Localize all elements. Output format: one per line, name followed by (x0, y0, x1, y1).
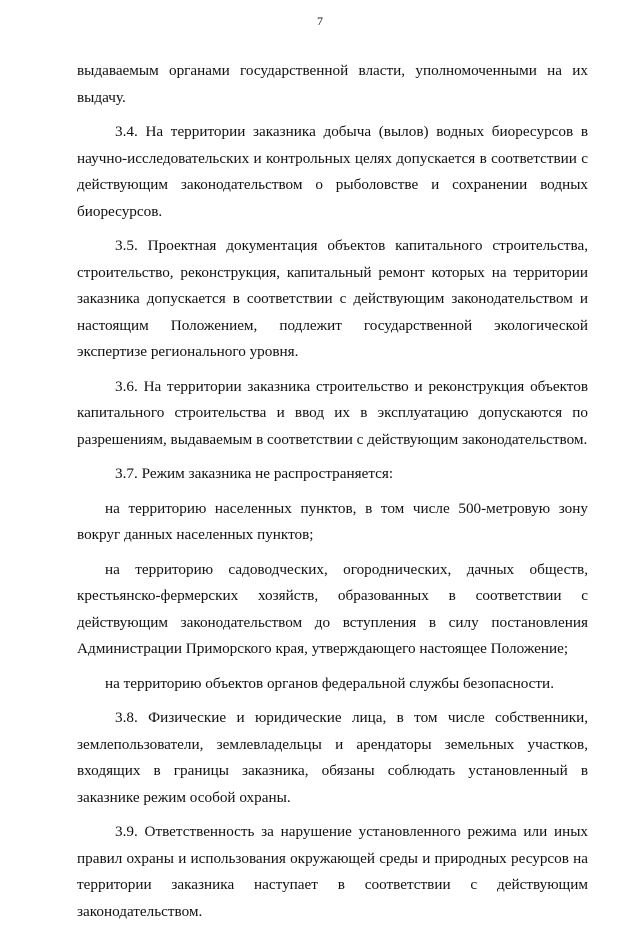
paragraph-3-7-item-2: на территорию садоводческих, огороднических, дачных обществ, крестьянско-фермерских хозяйств, образованных в соответствии с действующим законодательством до вступления в силу постановления Администрации Приморского края, утверждающего настоящее Положение; (77, 560, 588, 657)
paragraph-3-8: 3.8. Физические и юридические лица, в том числе собственники, землепользователи, землевладельцы и арендаторы земельных участков, входящих в границы заказника, обязаны соблюдать установленный в заказнике режим особой охраны. (77, 709, 588, 806)
paragraph-3-6: 3.6. На территории заказника строительство и реконструкция объектов капитального строительства и ввод их в эксплуатацию допускаются по разрешениям, выдаваемым в соответствии с действующим законодательством. (77, 377, 588, 448)
paragraph-continuation: выдаваемым органами государственной власти, уполномоченными на их выдачу. (77, 62, 588, 106)
paragraph-3-4: 3.4. На территории заказника добыча (вылов) водных биоресурсов в научно-исследовательских и контрольных целях допускается в соответствии с действующим законодательством о рыболовстве и сохранении водных биоресурсов. (77, 123, 588, 220)
page-number: 7 (317, 14, 323, 28)
paragraph-3-7-item-3: на территорию объектов органов федеральной службы безопасности. (105, 674, 554, 692)
paragraph-3-9: 3.9. Ответственность за нарушение установленного режима или иных правил охраны и использования окружающей среды и природных ресурсов на территории заказника наступает в соответствии с действующим законодательством. (77, 823, 588, 920)
paragraph-3-7: 3.7. Режим заказника не распространяется: (115, 465, 394, 482)
paragraph-3-7-item-1: на территорию населенных пунктов, в том числе 500-метровую зону вокруг данных населенных пунктов; (77, 499, 588, 543)
paragraph-3-5: 3.5. Проектная документация объектов капитального строительства, строительство, реконструкция, капитальный ремонт которых на территории заказника допускается в соответствии с действующим законодательством и настоящим Положением, подлежит государственной экологической экспертизе регионального уровня. (77, 237, 588, 360)
document-body (77, 58, 588, 933)
